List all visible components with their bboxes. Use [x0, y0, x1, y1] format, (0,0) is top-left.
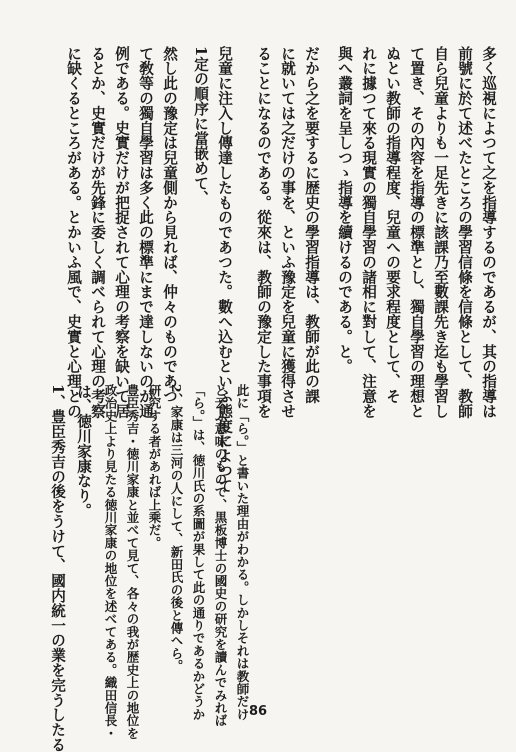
text-column: と云ふ意味のもので、黒板博士の國史の研究を讀んでみれば: [213, 384, 228, 727]
text-column: 2、家康は三河の人にして、新田氏の後と傳へら。: [169, 384, 184, 673]
text-column: て置き、その內容を指導の標準とし、獨自學習の理想と: [408, 46, 425, 419]
text-column: だから之を要するに歴史の學習指導は、教師が此の課: [303, 46, 320, 404]
text-column: ることになるのである。從來は、教師の豫定した事項を: [255, 46, 272, 419]
text-column: 自ら兒童よりも一足先きに該課乃至數課先き迄も學習し: [432, 46, 449, 419]
page-number: 86: [248, 704, 268, 719]
text-column: 兒童に注入し傳達したものであつた。數へ込むといふ態度によつて: [216, 46, 233, 493]
text-column: は、徳川家康なり。: [75, 384, 92, 519]
text-column: 「ら。」は、徳川氏の系圖が果して此の通りであるかどうか: [191, 384, 206, 721]
text-column: 例である。史實だけが把捉されて心理の考察を缺いて居: [113, 46, 130, 419]
text-column: て敎等の獨自學習は多く此の標準にまで達しないのが通: [137, 46, 154, 419]
text-column: に缺くるところがある。とかいふ風で、史實と心理との: [65, 46, 82, 419]
text-column: 此に「ら。」と書いた理由がわかる。しかしそれは教師だけ: [235, 384, 250, 721]
text-column: 前號に於て述べたところの學習信條を信條として、教師: [456, 46, 473, 419]
text-column: れに據つて來る現實の獨自學習の諸相に對して、注意を: [360, 46, 377, 419]
text-column: 然し此の豫定は兒童側から見れば、仲々のものであつ: [161, 46, 178, 404]
text-column: ぬとい教師の指導程度、兒童への要求程度として、そ: [384, 46, 401, 404]
text-column: 多く巡視によつて之を指導するのであるが、其の指導は: [480, 46, 497, 419]
text-column: 與へ叢詞を呈しつゝ指導を續けるのである。と。: [336, 46, 353, 374]
text-column: るとか、史實だけが先鋒に委しく調べられて心理の考察: [89, 46, 106, 419]
text-column: 1、豊臣秀吉の後をうけて、國内統一の業を完うしたる: [49, 384, 66, 752]
text-column: に就いては之だけの事を、といふ豫定を兒童に獲得させ: [279, 46, 296, 419]
text-column: 研究する者があれば上乘だ。: [147, 384, 162, 550]
text-column: 政治史上より見たる徳川家康の地位を述べてある。織田信長・: [103, 384, 118, 740]
text-column: 1定の順序に當嵌めて、: [192, 46, 209, 206]
text-column: 豊臣秀吉・徳川家康と並べて見て、各々の我が歴史上の地位を: [125, 384, 140, 740]
